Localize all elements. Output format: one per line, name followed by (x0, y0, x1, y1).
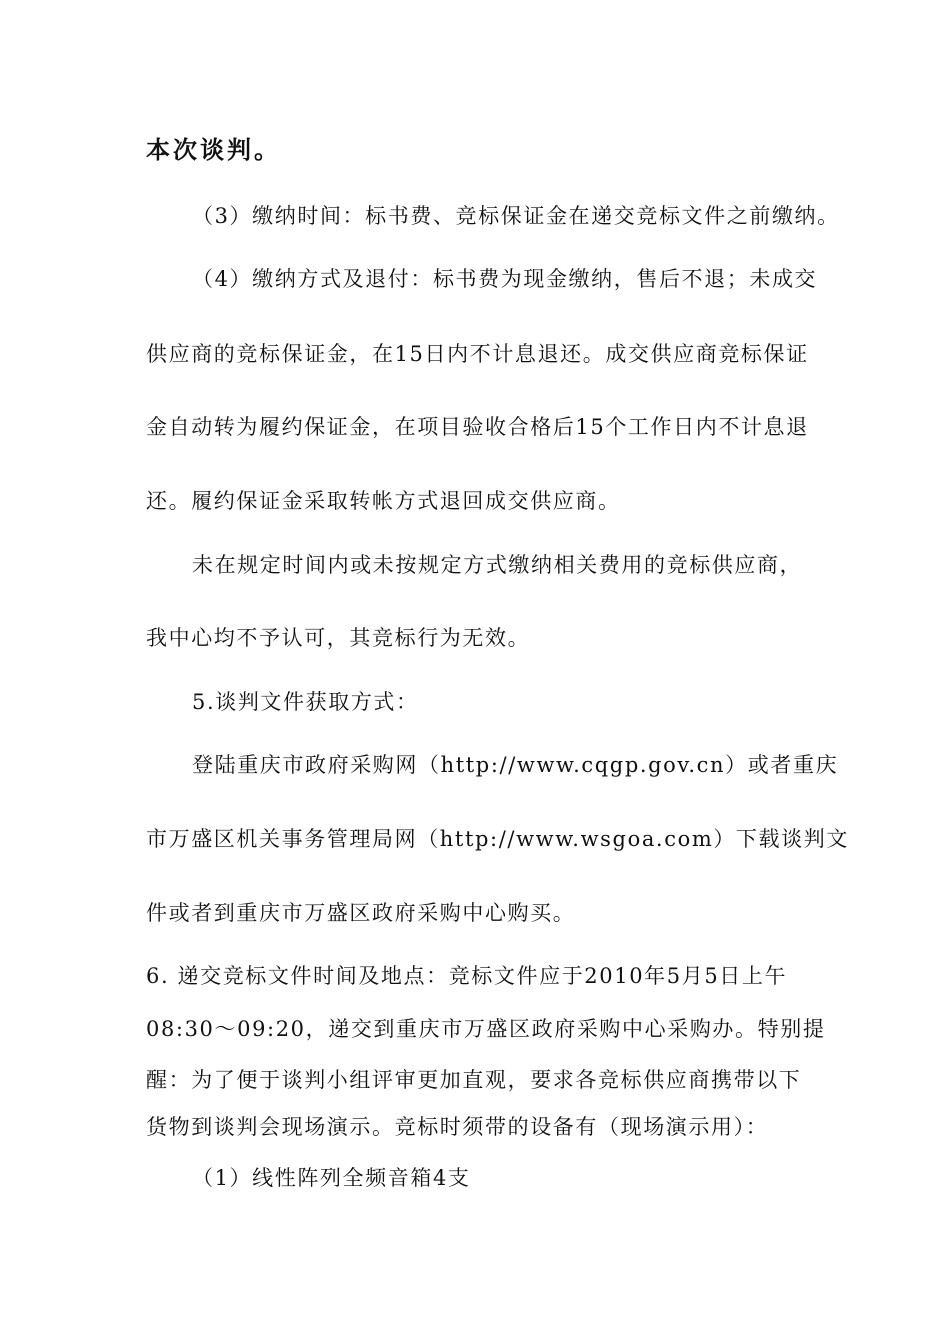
paragraph-line-purchase-location: 件或者到重庆市万盛区政府采购中心购买。 (146, 901, 576, 925)
paragraph-line-invalid-notice: 未在规定时间内或未按规定方式缴纳相关费用的竞标供应商， (192, 553, 803, 577)
paragraph-line-transfer-refund: 还。履约保证金采取转帐方式退回成交供应商。 (146, 489, 621, 513)
paragraph-line-submission-time: 08:30～09:20，递交到重庆市万盛区政府采购中心采购办。特别提 (146, 1017, 826, 1041)
paragraph-line-closing: 本次谈判。 (146, 136, 281, 164)
paragraph-line-download-site: 登陆重庆市政府采购网（http://www.cqgp.gov.cn）或者重庆 (192, 753, 839, 777)
paragraph-line-payment-time: （3）缴纳时间：标书费、竞标保证金在递交竞标文件之前缴纳。 (192, 204, 840, 228)
paragraph-line-deposit-refund: 供应商的竞标保证金，在15日内不计息退还。成交供应商竞标保证 (146, 342, 809, 366)
paragraph-line-performance-deposit: 金自动转为履约保证金，在项目验收合格后15个工作日内不计息退 (146, 415, 809, 439)
list-item-equipment-1: （1）线性阵列全频音箱4支 (192, 1166, 471, 1190)
paragraph-line-payment-method: （4）缴纳方式及退付：标书费为现金缴纳，售后不退；未成交 (192, 267, 818, 291)
paragraph-line-demo-notice: 醒：为了便于谈判小组评审更加直观，要求各竞标供应商携带以下 (146, 1068, 802, 1092)
section-heading-document-access: 5.谈判文件获取方式： (192, 690, 419, 714)
paragraph-line-equipment: 货物到谈判会现场演示。竞标时须带的设备有（现场演示用）： (146, 1115, 769, 1139)
section-heading-submission: 6. 递交竞标文件时间及地点：竞标文件应于2010年5月5日上午 (146, 964, 788, 988)
paragraph-line-download-site-2: 市万盛区机关事务管理局网（http://www.wsgoa.com）下载谈判文 (146, 827, 849, 851)
paragraph-line-invalid-result: 我中心均不予认可，其竞标行为无效。 (146, 626, 531, 650)
